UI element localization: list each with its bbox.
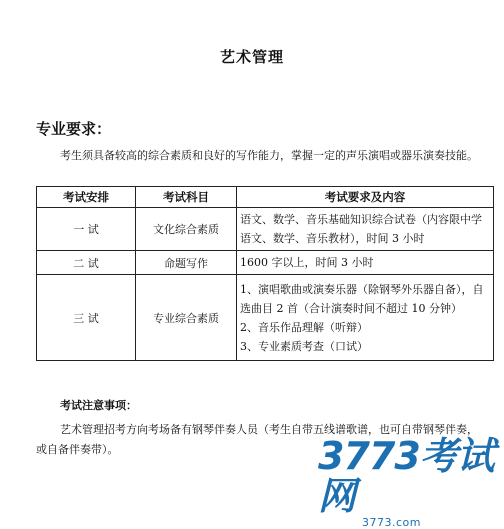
requirements-cell bbox=[237, 208, 494, 251]
subject-cell: 命题写作 bbox=[136, 251, 237, 275]
table-header-row bbox=[37, 187, 494, 208]
subject-cell: 专业综合素质 bbox=[136, 275, 237, 361]
requirements-cell bbox=[237, 275, 494, 361]
table-row bbox=[37, 208, 494, 251]
requirement-line: 1600 字以上，时间 3 小时 bbox=[240, 256, 374, 269]
notes-heading: 考试注意事项： bbox=[60, 399, 137, 412]
column-header-subject: 考试科目 bbox=[136, 187, 237, 208]
notes-line: 或自备伴奏带）。 bbox=[36, 443, 119, 456]
notes-line: 艺术管理招考方向考场备有钢琴伴奏人员（考生自带五线谱歌谱，也可自带钢琴伴奏， bbox=[60, 423, 478, 436]
requirement-line: 语文、数学、音乐教材），时间 3 小时 bbox=[240, 232, 425, 245]
intro-paragraph: 考生须具备较高的综合素质和良好的写作能力，掌握一定的声乐演唱或器乐演奏技能。 bbox=[60, 149, 478, 162]
exam-table bbox=[36, 186, 494, 361]
watermark-logo-text: 3773考试网 bbox=[318, 434, 494, 518]
arrangement-cell: 三 试 bbox=[37, 275, 136, 361]
requirement-line: 语文、数学、音乐基础知识综合试卷（内容限中学 bbox=[240, 213, 482, 226]
column-header-arrangement: 考试安排 bbox=[37, 187, 136, 208]
arrangement-cell: 二 试 bbox=[37, 251, 136, 275]
requirement-line: 1、演唱歌曲或演奏乐器（除钢琴外乐器自备），自 bbox=[240, 282, 484, 296]
column-header-requirements: 考试要求及内容 bbox=[237, 187, 494, 208]
requirement-line: 3、专业素质考查（口试） bbox=[240, 339, 368, 353]
site-watermark bbox=[318, 434, 498, 529]
arrangement-cell: 一 试 bbox=[37, 208, 136, 251]
table-row bbox=[37, 251, 494, 275]
page-title: 艺术管理 bbox=[219, 48, 284, 66]
requirement-line: 选曲目 2 首（合计演奏时间不超过 10 分钟） bbox=[240, 301, 462, 315]
section-heading: 专业要求： bbox=[36, 120, 112, 138]
subject-cell: 文化综合素质 bbox=[136, 208, 237, 251]
requirement-line: 2、音乐作品理解（听辩） bbox=[240, 320, 368, 334]
table-row bbox=[37, 275, 494, 361]
watermark-url: 3773.com bbox=[362, 516, 421, 529]
requirements-cell bbox=[237, 251, 494, 275]
